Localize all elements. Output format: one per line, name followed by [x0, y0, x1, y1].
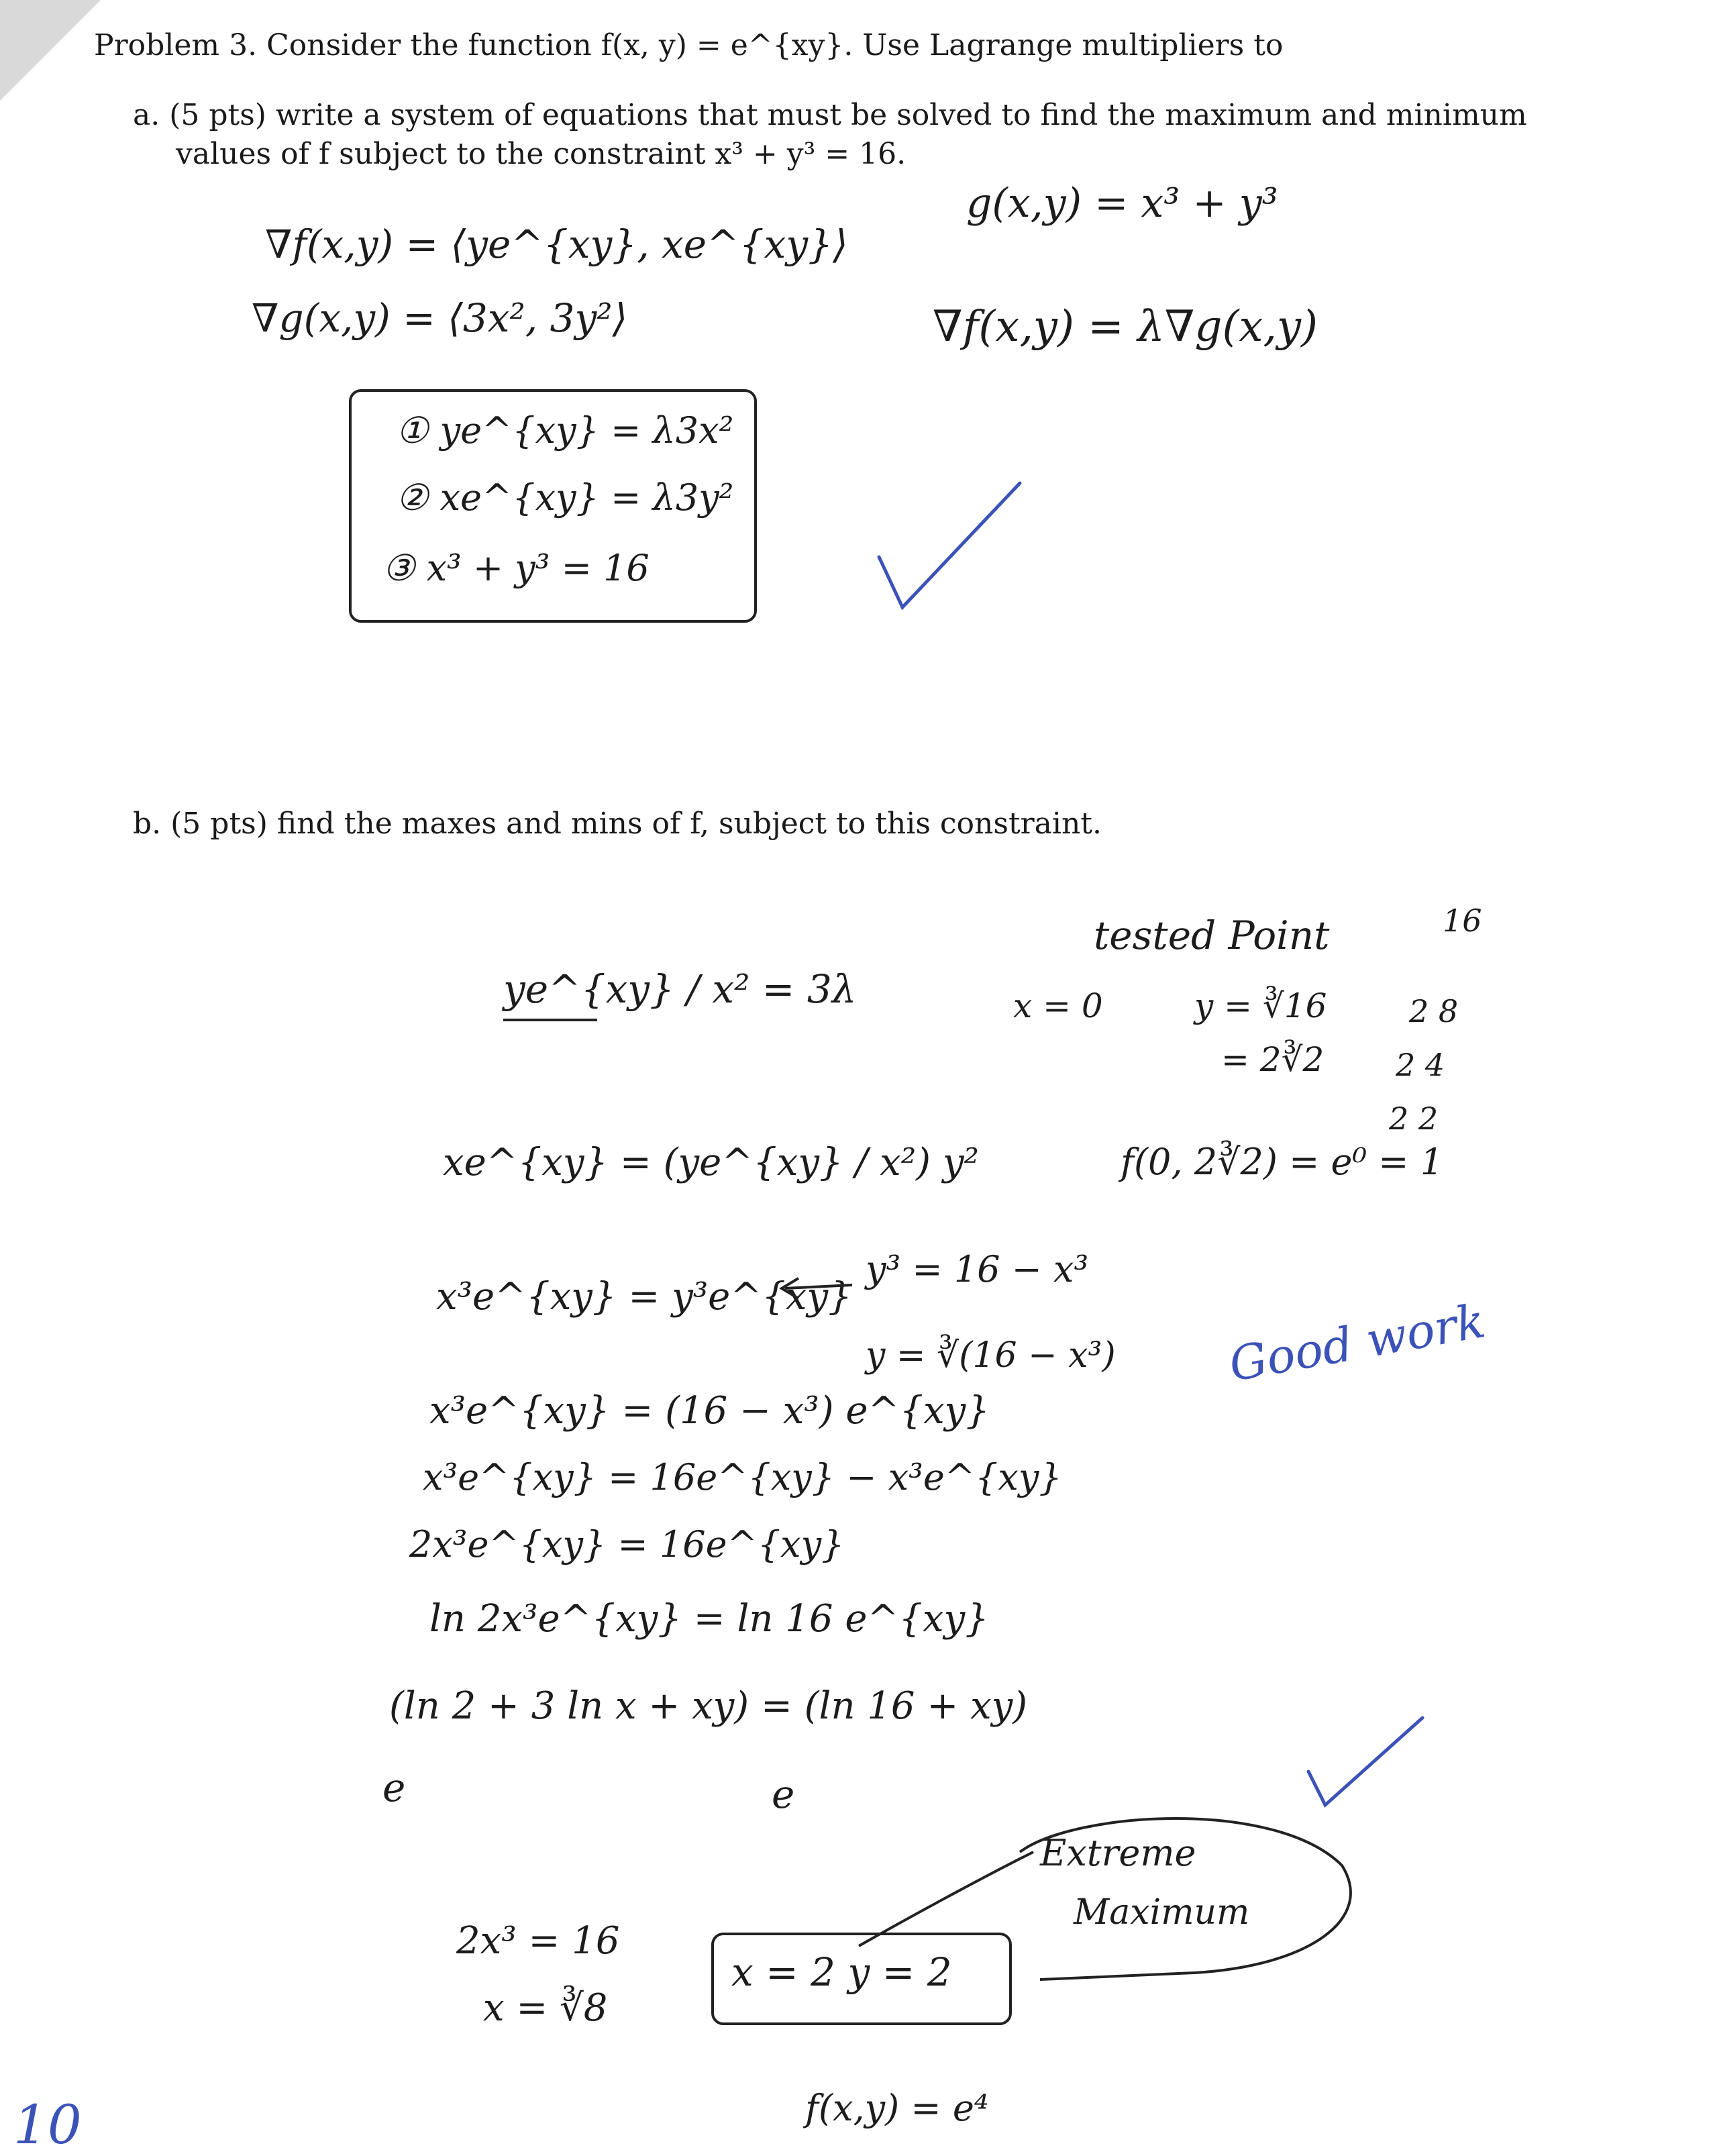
side-substitution-1: y³ = 16 − x³ [866, 1248, 1089, 1290]
part-b-prompt: b. (5 pts) find the maxes and mins of f, subject to this constraint. [133, 807, 1102, 841]
callout-pointer [859, 1852, 1033, 1946]
work-line-3: x³e^{xy} = y³e^{xy} [436, 1275, 852, 1319]
lagrange-condition: ∇f(x,y) = λ∇g(x,y) [933, 302, 1318, 352]
work-line-9: 2x³ = 16 [456, 1919, 620, 1963]
part-a-prompt: a. (5 pts) write a system of equations that must be solved to find the maximum and minimum [133, 98, 1527, 132]
factor-tree-2: 2 8 [1409, 993, 1459, 1029]
checkmark-icon [1308, 1718, 1422, 1805]
tested-f: f(0, 2∛2) = e⁰ = 1 [1121, 1141, 1444, 1183]
checkmark-icon [879, 483, 1020, 607]
work-line-6: 2x³e^{xy} = 16e^{xy} [409, 1523, 845, 1565]
score: 10 [13, 2094, 82, 2156]
work-line-4: x³e^{xy} = (16 − x³) e^{xy} [429, 1389, 990, 1433]
arrow-left-icon [782, 1278, 852, 1298]
f-value: f(x,y) = e⁴ [805, 2087, 989, 2129]
factor-tree-4: 2 2 [1389, 1100, 1439, 1137]
base-e-right: e [772, 1772, 795, 1817]
problem-header: Problem 3. Consider the function f(x, y) = e^{xy}. Use Lagrange multipliers to [94, 28, 1284, 62]
work-line-1: ye^{xy} / x² = 3λ [503, 966, 857, 1012]
callout-extreme: Extreme [1040, 1832, 1196, 1874]
base-e-left: e [382, 1765, 406, 1810]
callout-maximum: Maximum [1074, 1892, 1250, 1933]
factor-tree-1: 16 [1443, 903, 1482, 939]
work-line-8: (ln 2 + 3 ln x + xy) = (ln 16 + xy) [389, 1684, 1028, 1728]
tested-y-simplified: = 2∛2 [1221, 1040, 1325, 1079]
equation-1: ① ye^{xy} = λ3x² [396, 409, 734, 452]
side-substitution-2: y = ∛(16 − x³) [866, 1335, 1116, 1376]
work-line-7: ln 2x³e^{xy} = ln 16 e^{xy} [429, 1597, 989, 1641]
callout-bubble [1020, 1818, 1351, 1980]
grader-comment: Good work [1225, 1293, 1490, 1392]
tested-x: x = 0 [1013, 986, 1103, 1025]
grad-g: ∇g(x,y) = ⟨3x², 3y²⟩ [252, 295, 628, 341]
g-definition: g(x,y) = x³ + y³ [966, 180, 1278, 227]
tested-y: y = ∛16 [1194, 986, 1327, 1025]
answer: x = 2 y = 2 [731, 1949, 952, 1995]
equation-2: ② xe^{xy} = λ3y² [396, 476, 734, 519]
equation-3: ③ x³ + y³ = 16 [382, 547, 650, 589]
factor-tree-3: 2 4 [1396, 1047, 1445, 1083]
work-line-10: x = ∛8 [483, 1986, 608, 2030]
work-line-5: x³e^{xy} = 16e^{xy} − x³e^{xy} [423, 1456, 1062, 1498]
grad-f: ∇f(x,y) = ⟨ye^{xy}, xe^{xy}⟩ [265, 221, 848, 267]
tested-point-title: tested Point [1094, 913, 1330, 958]
work-line-2: xe^{xy} = (ye^{xy} / x²) y² [443, 1141, 979, 1184]
part-a-prompt-cont: values of f subject to the constraint x³ + y³ = 16. [176, 137, 906, 171]
